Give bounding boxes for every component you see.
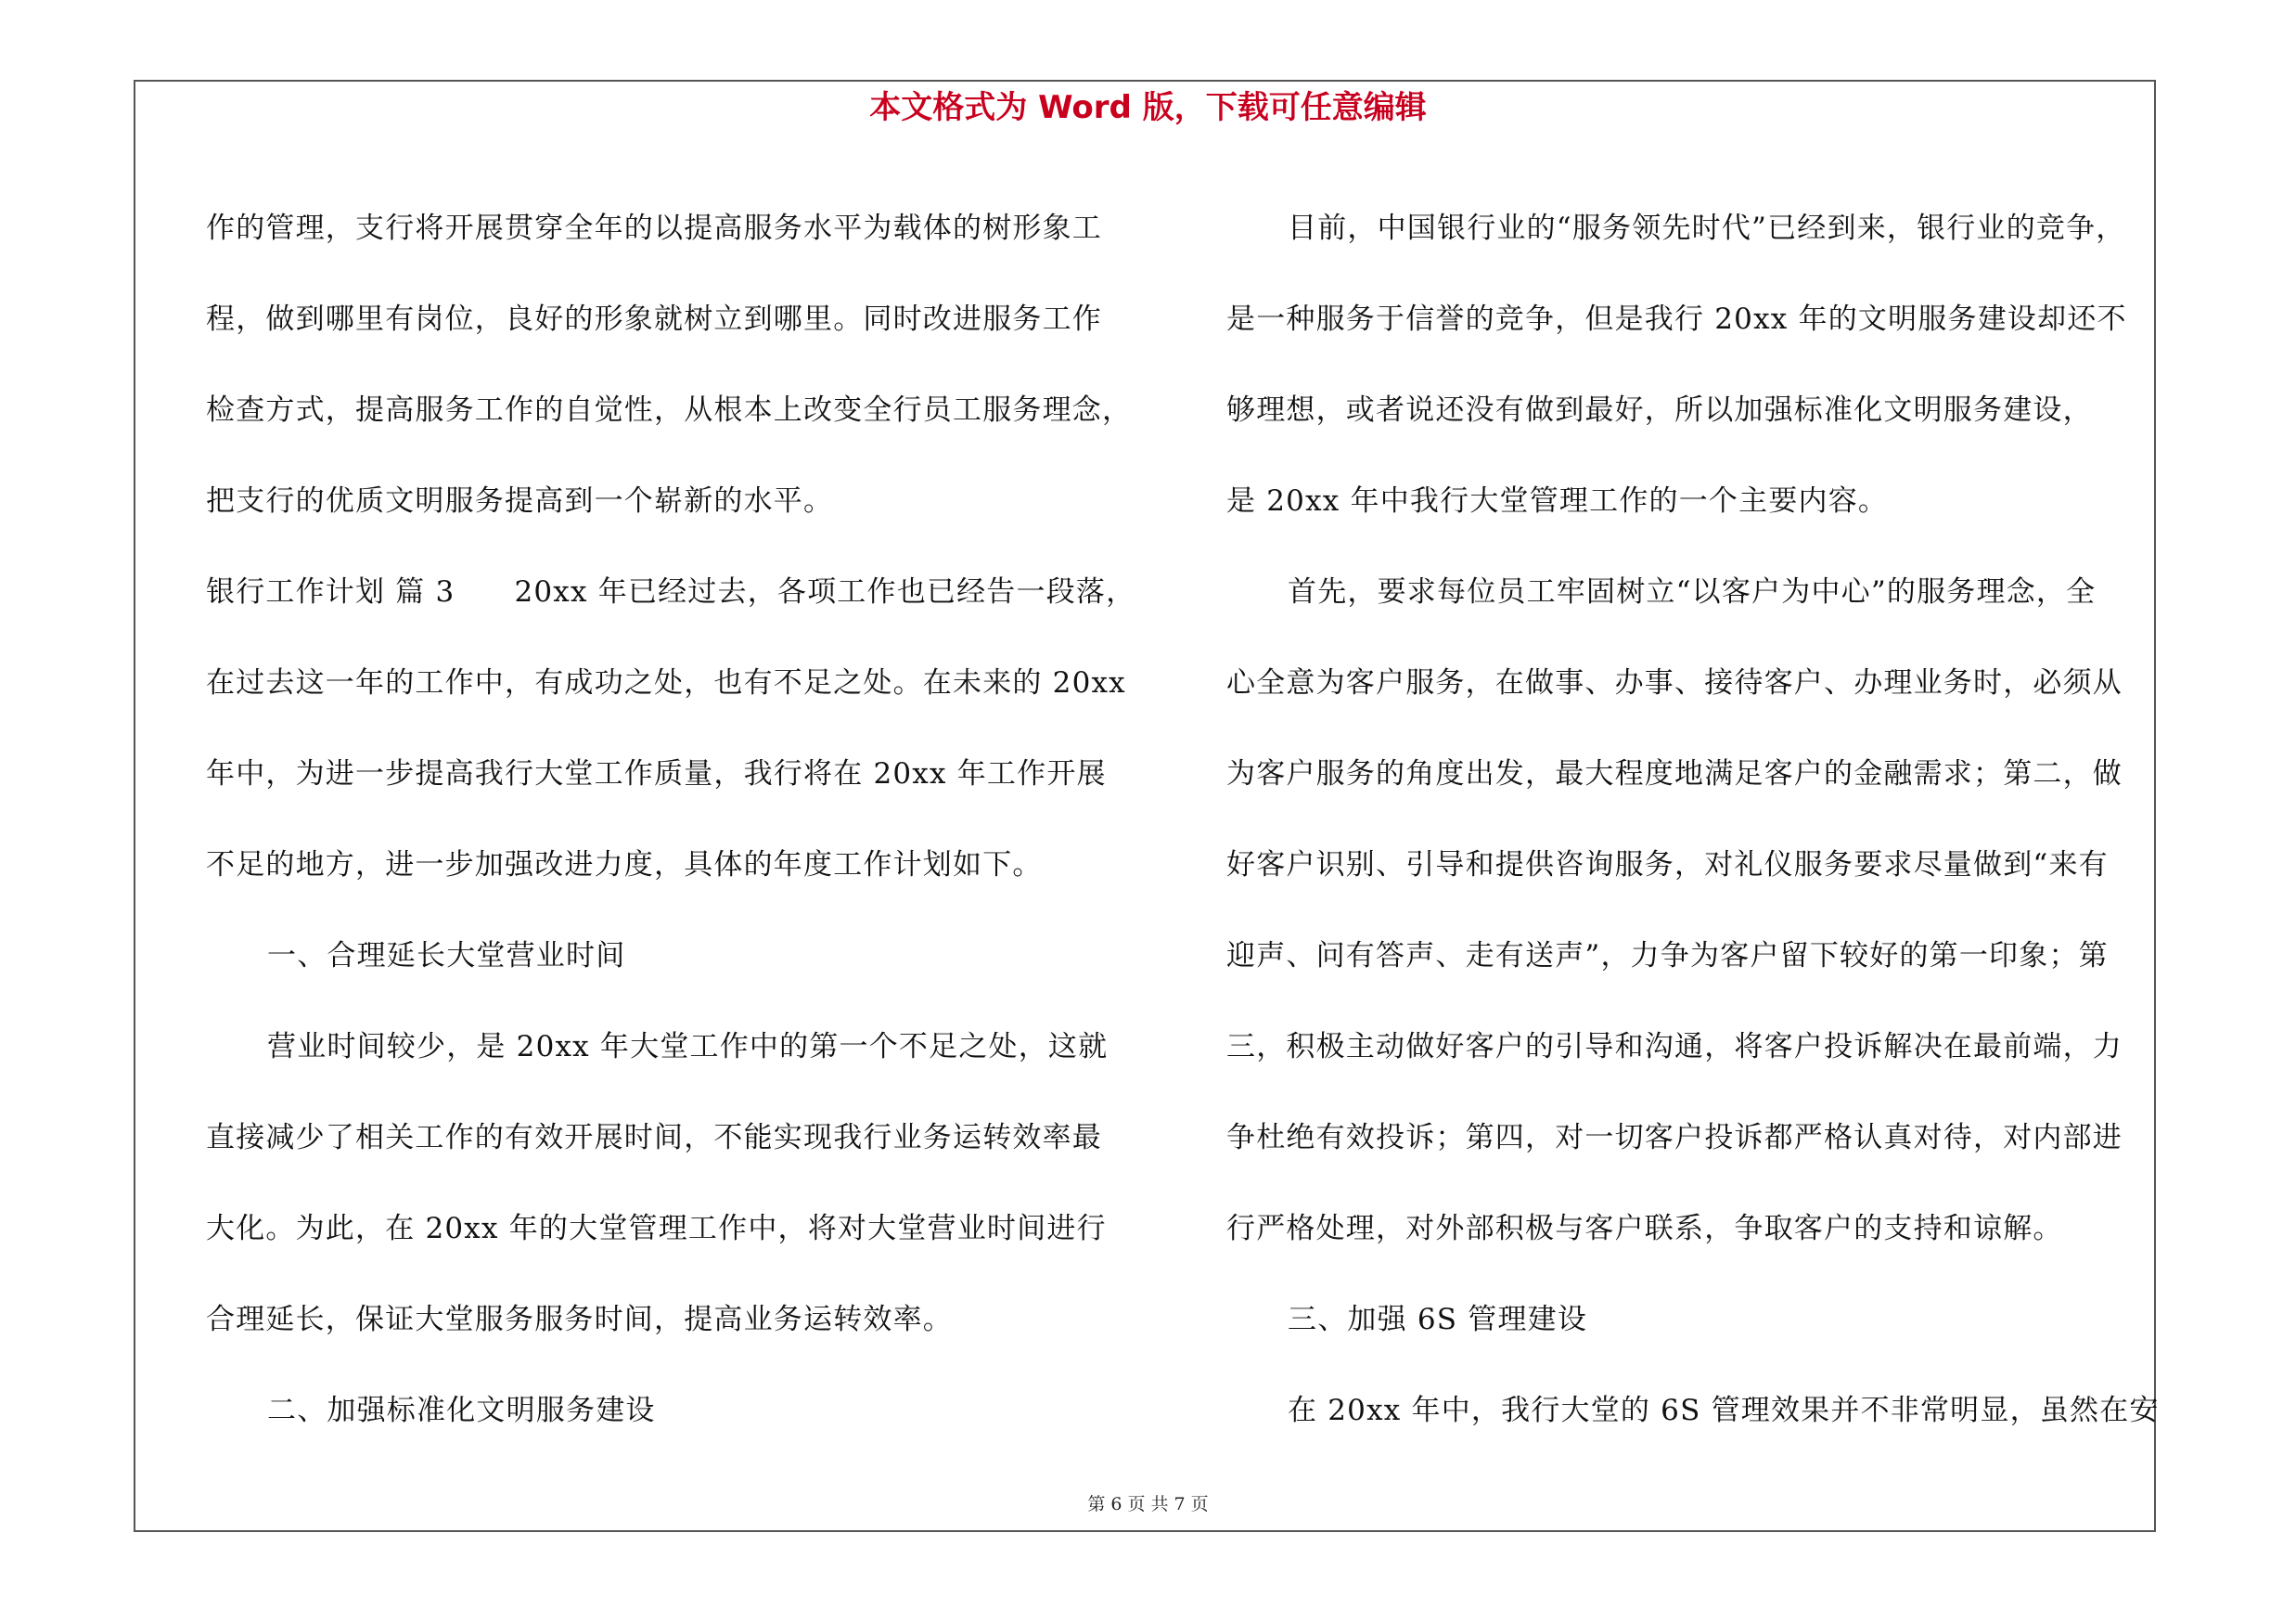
body-line: 程，做到哪里有岗位，良好的形象就树立到哪里。同时改进服务工作: [206, 303, 1102, 336]
body-line: 迎声、问有答声、走有送声”，力争为客户留下较好的第一印象；第: [1226, 939, 2109, 973]
page-number: 第 6 页 共 7 页: [1087, 1494, 1209, 1514]
body-line: 年中，为进一步提高我行大堂工作质量，我行将在 20xx 年工作开展: [206, 757, 1107, 791]
body-line: 好客户识别、引导和提供咨询服务，对礼仪服务要求尽量做到“来有: [1226, 848, 2109, 882]
subheading-line: 三、加强 6S 管理建设: [1288, 1303, 1588, 1336]
body-line: 在 20xx 年中，我行大堂的 6S 管理效果并不非常明显，虽然在安: [1288, 1394, 2160, 1427]
body-line: 够理想，或者说还没有做到最好，所以加强标准化文明服务建设，: [1226, 393, 2093, 427]
body-line: 争杜绝有效投诉；第四，对一切客户投诉都严格认真对待，对内部进: [1226, 1121, 2123, 1154]
section-heading-text: 20xx 年已经过去，各项工作也已经告一段落，: [514, 575, 1136, 609]
body-line: 检查方式，提高服务工作的自觉性，从根本上改变全行员工服务理念，: [206, 393, 1133, 427]
body-line: 营业时间较少，是 20xx 年大堂工作中的第一个不足之处，这就: [267, 1030, 1109, 1063]
right-column: [1226, 183, 2160, 1456]
body-line: 行严格处理，对外部积极与客户联系，争取客户的支持和谅解。: [1226, 1212, 2063, 1245]
body-line: 直接减少了相关工作的有效开展时间，不能实现我行业务运转效率最: [206, 1121, 1102, 1154]
body-line: 在过去这一年的工作中，有成功之处，也有不足之处。在未来的 20xx: [206, 666, 1126, 700]
body-line: 首先，要求每位员工牢固树立“以客户为中心”的服务理念，全: [1288, 575, 2097, 609]
body-line: 是一种服务于信誉的竞争，但是我行 20xx 年的文明服务建设却还不: [1226, 303, 2127, 336]
body-line: 为客户服务的角度出发，最大程度地满足客户的金融需求；第二，做: [1226, 757, 2123, 791]
body-line: 作的管理，支行将开展贯穿全年的以提高服务水平为载体的树形象工: [206, 212, 1102, 245]
body-line: 合理延长，保证大堂服务服务时间，提高业务运转效率。: [206, 1303, 953, 1336]
document-banner: 本文格式为 Word 版，下载可任意编辑: [869, 89, 1427, 126]
body-line: 心全意为客户服务，在做事、办事、接待客户、办理业务时，必须从: [1226, 666, 2123, 700]
body-line: 是 20xx 年中我行大堂管理工作的一个主要内容。: [1226, 484, 1889, 518]
body-line: 不足的地方，进一步加强改进力度，具体的年度工作计划如下。: [206, 848, 1043, 882]
body-line: 目前，中国银行业的“服务领先时代”已经到来，银行业的竞争，: [1288, 212, 2126, 245]
subheading-line: 一、合理延长大堂营业时间: [267, 939, 626, 973]
section-heading-title: 银行工作计划 篇 3: [206, 575, 455, 609]
section-heading-line: [206, 547, 1134, 638]
left-column: [206, 183, 1134, 1456]
body-line: 把支行的优质文明服务提高到一个崭新的水平。: [206, 484, 834, 518]
body-line: 大化。为此，在 20xx 年的大堂管理工作中，将对大堂营业时间进行: [206, 1212, 1107, 1245]
body-line: 三，积极主动做好客户的引导和沟通，将客户投诉解决在最前端，力: [1226, 1030, 2123, 1063]
subheading-line: 二、加强标准化文明服务建设: [267, 1394, 656, 1427]
